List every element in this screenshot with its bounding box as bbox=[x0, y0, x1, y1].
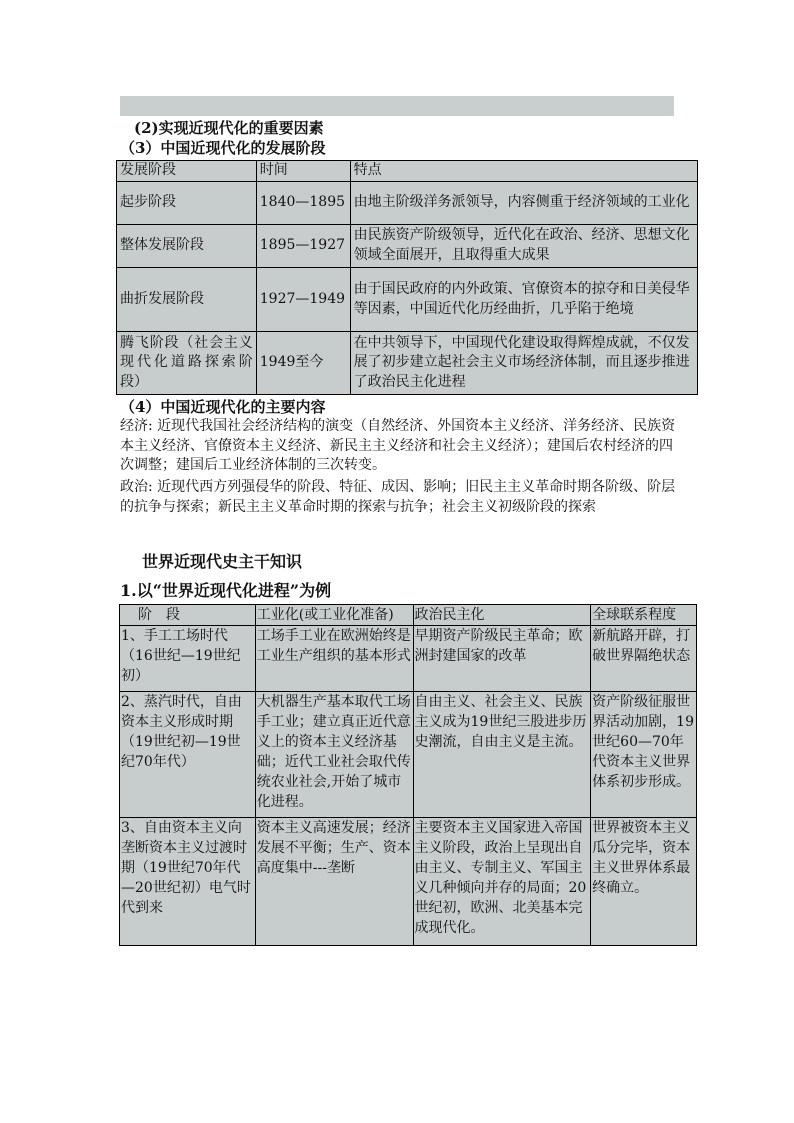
section-4-politics-paragraph: 政治: 近现代西方列强侵华的阶段、特征、成因、影响；旧民主主义革命时期各阶级、阶层的抗争与探索；新民主主义革命时期的探索与抗争；社会主义初级阶段的探索 bbox=[120, 479, 676, 515]
table2-cell-politics: 自由主义、社会主义、民族主义成为19世纪三股进步历史潮流，自由主义是主流。 bbox=[413, 692, 591, 818]
table2-cell-politics: 早期资产阶级民主革命；欧洲封建国家的改革 bbox=[413, 626, 591, 692]
world-modernization-table bbox=[119, 604, 697, 946]
table1-cell-stage: 整体发展阶段 bbox=[117, 225, 257, 268]
table1-cell-time: 1927—1949 bbox=[256, 268, 350, 332]
table2-cell-industry: 资本主义高速发展；经济发展不平衡；生产、资本高度集中---垄断 bbox=[255, 818, 413, 946]
world-history-title: 世界近现代史主干知识 bbox=[142, 552, 303, 571]
section-4-title: （4）中国近现代化的主要内容 bbox=[120, 398, 326, 416]
china-modernization-stages-table bbox=[116, 160, 698, 395]
header-shaded-bar bbox=[120, 96, 674, 116]
table1-cell-feature: 在中共领导下，中国现代化建设取得辉煌成就，不仅发展了初步建立起社会主义市场经济体制，而且逐步推进了政治民主化进程 bbox=[350, 332, 697, 395]
table2-cell-stage: 1、手工工场时代（16世纪—19世纪初） bbox=[120, 626, 256, 692]
table2-cell-global: 资产阶级征服世界活动加剧，19世纪60—70年代资本主义世界体系初步形成。 bbox=[591, 692, 697, 818]
section-2-title: (2)实现近现代化的重要因素 bbox=[134, 119, 324, 137]
table1-cell-stage: 腾飞阶段（社会主义现代化道路探索阶段） bbox=[117, 332, 257, 395]
table1-cell-time: 1949至今 bbox=[256, 332, 350, 395]
table1-cell-time: 1895—1927 bbox=[256, 225, 350, 268]
table2-cell-industry: 工场手工业在欧洲始终是工业生产组织的基本形式 bbox=[255, 626, 413, 692]
table1-cell-feature: 由民族资产阶级领导，近代化在政治、经济、思想文化领域全面展开，且取得重大成果 bbox=[350, 225, 697, 268]
section-3-title: （3）中国近现代化的发展阶段 bbox=[120, 139, 326, 157]
table1-header-feature: 特点 bbox=[350, 161, 697, 182]
table1-cell-stage: 起步阶段 bbox=[117, 182, 257, 225]
table1-cell-time: 1840—1895 bbox=[256, 182, 350, 225]
table1-header-stage: 发展阶段 bbox=[117, 161, 257, 182]
table1-cell-feature: 由地主阶级洋务派领导，内容侧重于经济领域的工业化 bbox=[350, 182, 697, 225]
table2-header-stage: 阶 段 bbox=[120, 605, 256, 626]
table2-header-industry: 工业化(或工业化准备) bbox=[255, 605, 413, 626]
table2-cell-global: 新航路开辟，打破世界隔绝状态 bbox=[591, 626, 697, 692]
table1-cell-feature: 由于国民政府的内外政策、官僚资本的掠夺和日美侵华等因素，中国近代化历经曲折，几乎陷于绝境 bbox=[350, 268, 697, 332]
table2-header-global: 全球联系程度 bbox=[591, 605, 697, 626]
world-history-subtitle: 1.以“世界近现代化进程”为例 bbox=[120, 581, 332, 600]
table2-cell-politics: 主要资本主义国家进入帝国主义阶段，政治上呈现出自由主义、专制主义、军国主义几种倾向并存的局面；20世纪初，欧洲、北美基本完成现代化。 bbox=[413, 818, 591, 946]
table2-cell-industry: 大机器生产基本取代工场手工业；建立真正近代意义上的资本主义经济基础；近代工业社会取代传统农业社会,开始了城市化进程。 bbox=[255, 692, 413, 818]
table1-header-time: 时间 bbox=[256, 161, 350, 182]
table2-header-politics: 政治民主化 bbox=[413, 605, 591, 626]
table2-cell-global: 世界被资本主义瓜分完毕，资本主义世界体系最终确立。 bbox=[591, 818, 697, 946]
section-4-economy-paragraph: 经济: 近现代我国社会经济结构的演变（自然经济、外国资本主义经济、洋务经济、民族资本主义经济、官僚资本主义经济、新民主主义经济和社会主义经济）；建国后农村经济的四次调整；建国后工业经济体制的三次转变。 bbox=[120, 418, 676, 473]
table1-cell-stage: 曲折发展阶段 bbox=[117, 268, 257, 332]
table2-cell-stage: 2、蒸汽时代，自由资本主义形成时期（19世纪初—19世纪70年代） bbox=[120, 692, 256, 818]
table2-cell-stage: 3、自由资本主义向垄断资本主义过渡时期（19世纪70年代—20世纪初）电气时代到来 bbox=[120, 818, 256, 946]
